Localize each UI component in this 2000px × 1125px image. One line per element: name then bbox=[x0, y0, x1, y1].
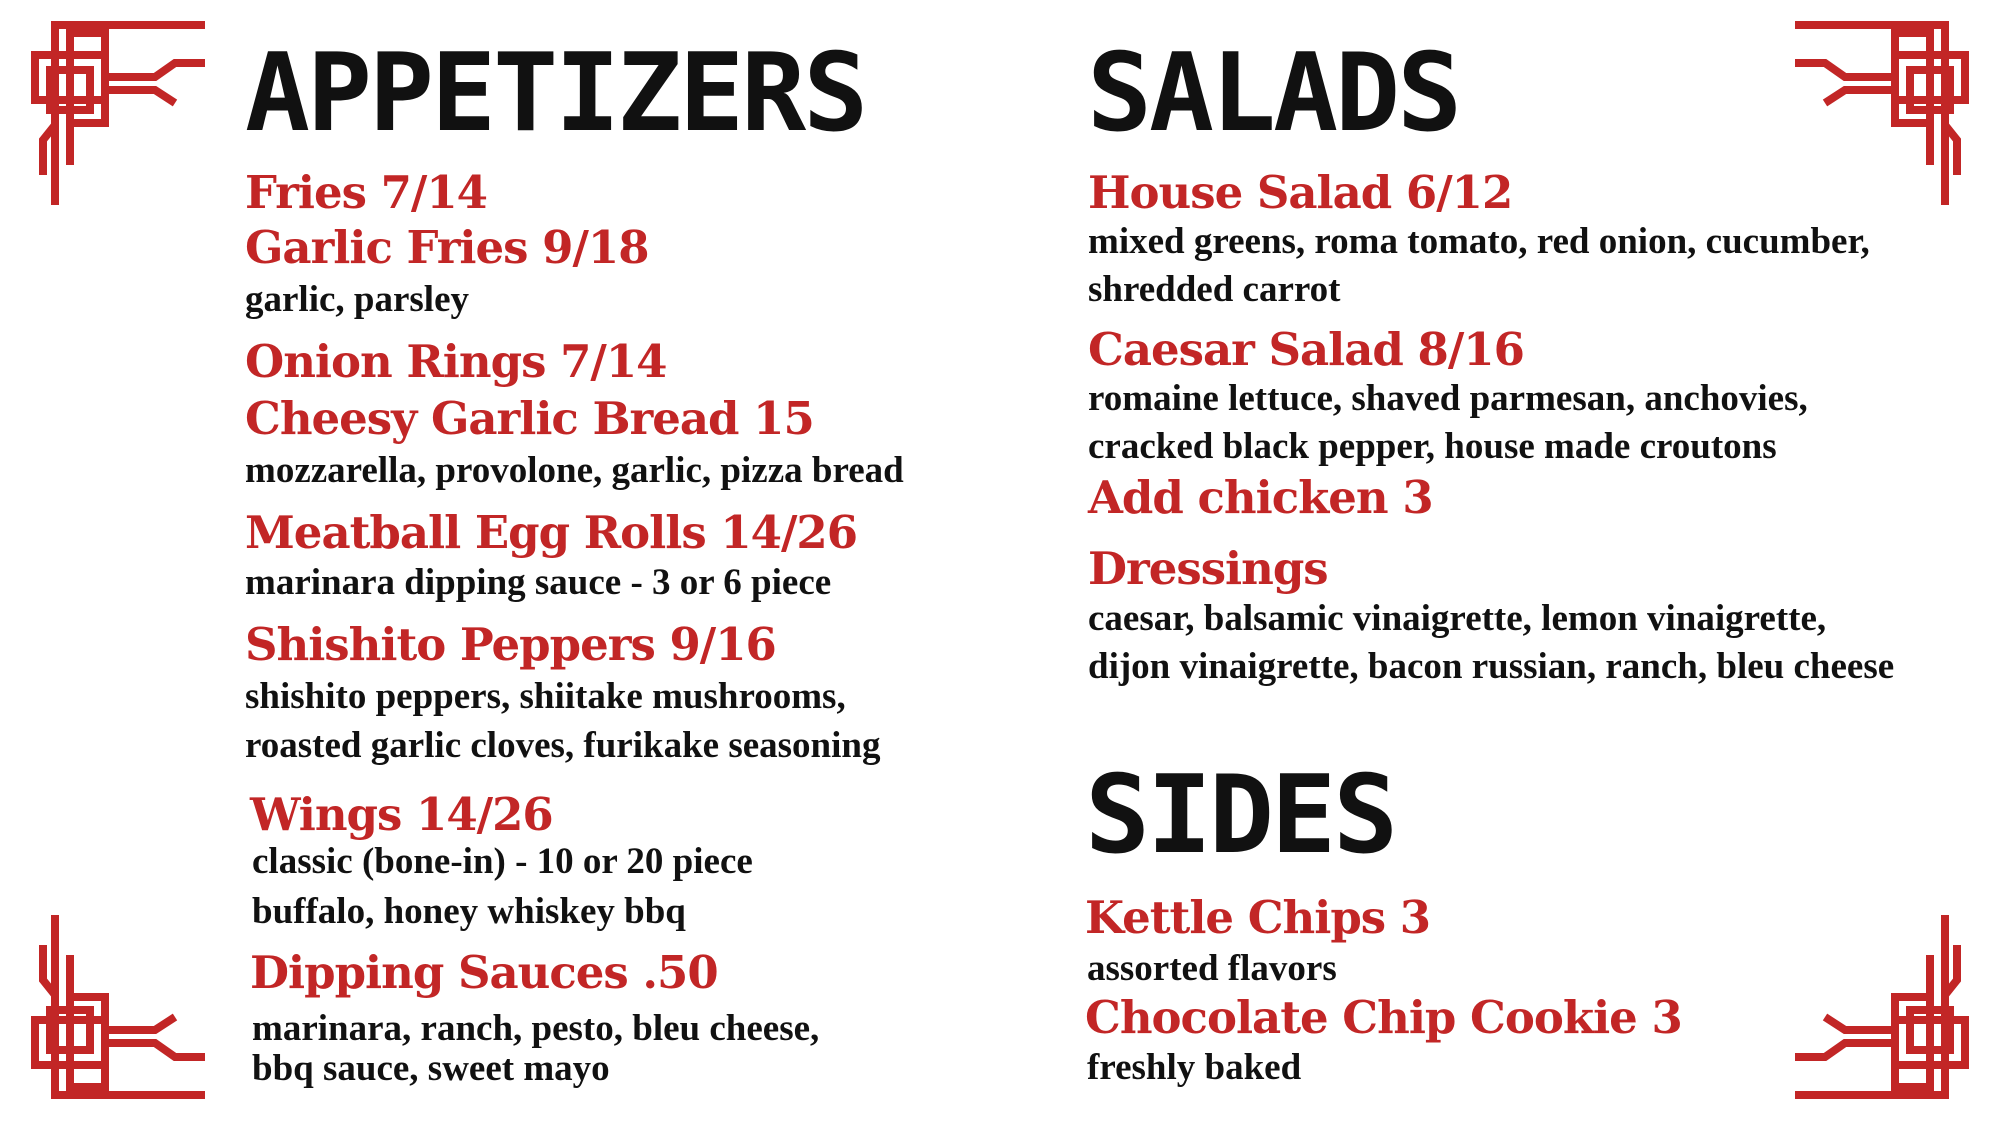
menu-item-description: classic (bone-in) - 10 or 20 piece bbox=[252, 841, 753, 882]
menu-item-fries: Fries 7/14 bbox=[245, 166, 487, 219]
menu-item-description: cracked black pepper, house made croutons bbox=[1088, 426, 1777, 467]
menu-item-chocolate-chip-cookie: Chocolate Chip Cookie 3 bbox=[1085, 991, 1682, 1044]
menu-item-dipping-sauces: Dipping Sauces .50 bbox=[250, 946, 718, 999]
menu-item-description: garlic, parsley bbox=[245, 279, 470, 320]
menu-item-wings: Wings 14/26 bbox=[250, 788, 553, 841]
menu-item-house-salad: House Salad 6/12 bbox=[1088, 166, 1513, 219]
menu-item-description: mixed greens, roma tomato, red onion, cucumber, bbox=[1088, 221, 1870, 262]
corner-ornament-bottom-right bbox=[1795, 915, 1975, 1105]
menu-item-description: shredded carrot bbox=[1088, 269, 1341, 310]
menu-item-caesar-salad: Caesar Salad 8/16 bbox=[1088, 323, 1524, 376]
menu-item-description: dijon vinaigrette, bacon russian, ranch, bleu cheese bbox=[1088, 646, 1895, 687]
celtic-knot-corner-icon bbox=[25, 915, 205, 1105]
menu-item-dressings: Dressings bbox=[1088, 542, 1328, 595]
celtic-knot-corner-icon bbox=[1795, 915, 1975, 1105]
menu-item-description: romaine lettuce, shaved parmesan, anchovies, bbox=[1088, 378, 1808, 419]
menu-item-meatball-egg-rolls: Meatball Egg Rolls 14/26 bbox=[245, 506, 858, 559]
menu-item-add-chicken: Add chicken 3 bbox=[1088, 471, 1433, 524]
celtic-knot-corner-icon bbox=[1795, 15, 1975, 205]
salads-title: SALADS bbox=[1087, 31, 1460, 156]
appetizers-title: APPETIZERS bbox=[245, 31, 866, 156]
menu-item-shishito-peppers: Shishito Peppers 9/16 bbox=[245, 618, 776, 671]
menu-item-garlic-fries: Garlic Fries 9/18 bbox=[245, 221, 649, 274]
menu-item-description: shishito peppers, shiitake mushrooms, bbox=[245, 676, 846, 717]
menu-item-kettle-chips: Kettle Chips 3 bbox=[1085, 891, 1431, 944]
menu-item-description: marinara, ranch, pesto, bleu cheese, bbox=[252, 1008, 820, 1049]
corner-ornament-bottom-left bbox=[25, 915, 205, 1105]
menu-item-cheesy-garlic-bread: Cheesy Garlic Bread 15 bbox=[245, 392, 814, 445]
menu-item-description: caesar, balsamic vinaigrette, lemon vinaigrette, bbox=[1088, 598, 1827, 639]
menu-item-description: marinara dipping sauce - 3 or 6 piece bbox=[245, 562, 832, 603]
sides-title: SIDES bbox=[1085, 753, 1396, 878]
menu-item-description: roasted garlic cloves, furikake seasoning bbox=[245, 725, 881, 766]
menu-item-description: freshly baked bbox=[1087, 1047, 1302, 1088]
corner-ornament-top-right bbox=[1795, 15, 1975, 205]
corner-ornament-top-left bbox=[25, 15, 205, 205]
menu-item-description: assorted flavors bbox=[1087, 948, 1337, 989]
menu-item-description: mozzarella, provolone, garlic, pizza bread bbox=[245, 450, 904, 491]
menu-item-onion-rings: Onion Rings 7/14 bbox=[245, 335, 667, 388]
menu-item-description: bbq sauce, sweet mayo bbox=[252, 1048, 610, 1089]
menu-item-description: buffalo, honey whiskey bbq bbox=[252, 891, 686, 932]
celtic-knot-corner-icon bbox=[25, 15, 205, 205]
